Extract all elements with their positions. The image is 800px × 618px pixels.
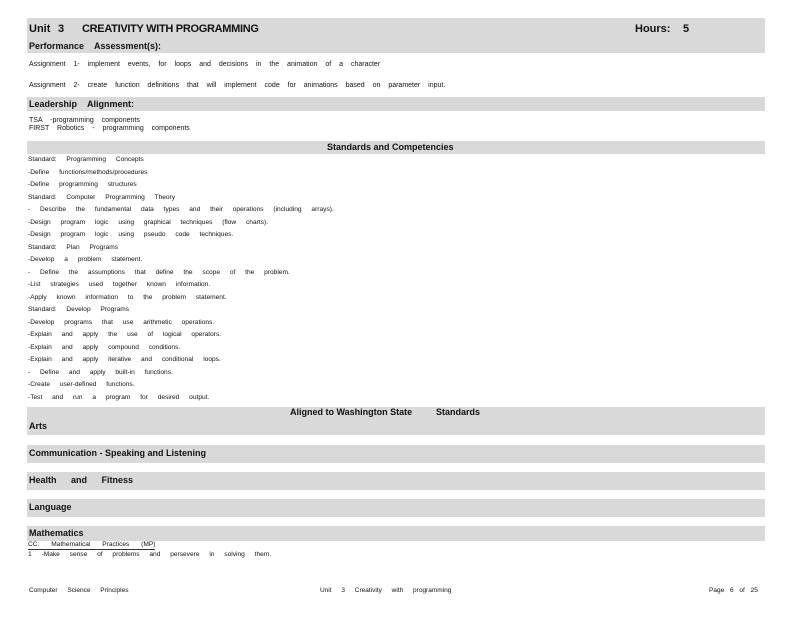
leadership-lines — [27, 111, 765, 141]
performance-bar — [27, 39, 765, 53]
standard-line: -Explain and apply the use of logical operators. — [28, 331, 222, 338]
math-practices-line: CC: Mathematical Practices (MP) — [28, 541, 156, 548]
assessment-label: Assessment(s): — [94, 41, 162, 51]
unit-title: CREATIVITY WITH PROGRAMMING — [82, 23, 259, 35]
standards-heading: Standards and Competencies — [327, 142, 454, 152]
standard-line: -Design program logic using graphical techniques (flow charts). — [28, 219, 268, 226]
standard-line: -Develop a problem statement. — [28, 256, 143, 263]
standard-line: -Test and run a program for desired output. — [28, 394, 210, 401]
performance-label: Performance — [29, 41, 85, 51]
hours-value: 5 — [683, 23, 690, 35]
standard-line: - Define and apply built-in functions. — [28, 369, 173, 376]
standards-heading-bar — [27, 141, 765, 154]
document-page — [27, 18, 765, 563]
math-lines — [27, 541, 765, 563]
section-label: Language — [29, 502, 72, 512]
washington-heading-right: Standards — [436, 407, 481, 417]
section-health — [27, 472, 765, 490]
section-label: Health and Fitness — [29, 475, 134, 485]
standard-line: Standard: Develop Programs — [28, 306, 130, 313]
spacer — [27, 517, 765, 526]
standard-line: -Explain and apply iterative and conditional loops. — [28, 356, 221, 363]
standard-line: -Define functions/methods/procedures — [28, 169, 148, 176]
standard-line: -Design program logic using pseudo code techniques. — [28, 231, 234, 238]
unit-number: 3 — [58, 23, 65, 35]
spacer — [27, 490, 765, 499]
section-language — [27, 499, 765, 517]
washington-heading-bar — [27, 407, 765, 419]
unit-label: Unit — [29, 23, 51, 35]
standard-line: -List strategies used together known information. — [28, 281, 211, 288]
standard-line: -Define programming structures — [28, 181, 137, 188]
standard-line: - Define the assumptions that define the scope of the problem. — [28, 269, 290, 276]
standard-line: Standard: Programming Concepts — [28, 156, 144, 163]
math-practice-1: 1 -Make sense of problems and persevere in solving them. — [28, 551, 272, 558]
alignment-label: Alignment: — [87, 99, 134, 109]
section-label: Mathematics — [29, 528, 84, 538]
footer-course: Computer Science Principles — [29, 587, 129, 594]
standard-line: -Create user-defined functions. — [28, 381, 135, 388]
section-communication — [27, 445, 765, 463]
standard-line: Standard: Computer Programming Theory — [28, 194, 176, 201]
section-mathematics — [27, 526, 765, 541]
standard-line: -Develop programs that use arithmetic operations. — [28, 319, 215, 326]
leadership-bar — [27, 97, 765, 111]
leadership-label: Leadership — [29, 99, 78, 109]
section-label: Arts — [29, 421, 48, 431]
standard-line: -Explain and apply compound conditions. — [28, 344, 181, 351]
spacer — [27, 435, 765, 445]
footer-unit: Unit 3 Creativity with programming — [320, 587, 452, 594]
assignment-text: Assignment 2- create function definitions that will implement code for animations based on parameter input. — [29, 82, 446, 89]
standards-list — [27, 154, 765, 407]
section-label: Communication - Speaking and Listening — [29, 448, 207, 458]
assignment-1 — [27, 53, 765, 77]
leadership-line: FIRST Robotics - programming components — [29, 125, 190, 132]
leadership-line: TSA -programming components — [29, 117, 140, 124]
assignment-text: Assignment 1- implement events, for loops and decisions in the animation of a character — [29, 61, 381, 68]
standard-line: -Apply known information to the problem statement. — [28, 294, 227, 301]
unit-header-bar — [27, 18, 765, 39]
section-arts — [27, 419, 765, 435]
standard-line: Standard: Plan Programs — [28, 244, 119, 251]
spacer — [27, 463, 765, 472]
assignment-2 — [27, 77, 765, 97]
standard-line: - Describe the fundamental data types and their operations (including arrays). — [28, 206, 334, 213]
footer-page-number: Page 6 of 25 — [709, 587, 758, 594]
hours-label: Hours: — [635, 23, 671, 35]
washington-heading-left: Aligned to Washington State — [290, 407, 413, 417]
